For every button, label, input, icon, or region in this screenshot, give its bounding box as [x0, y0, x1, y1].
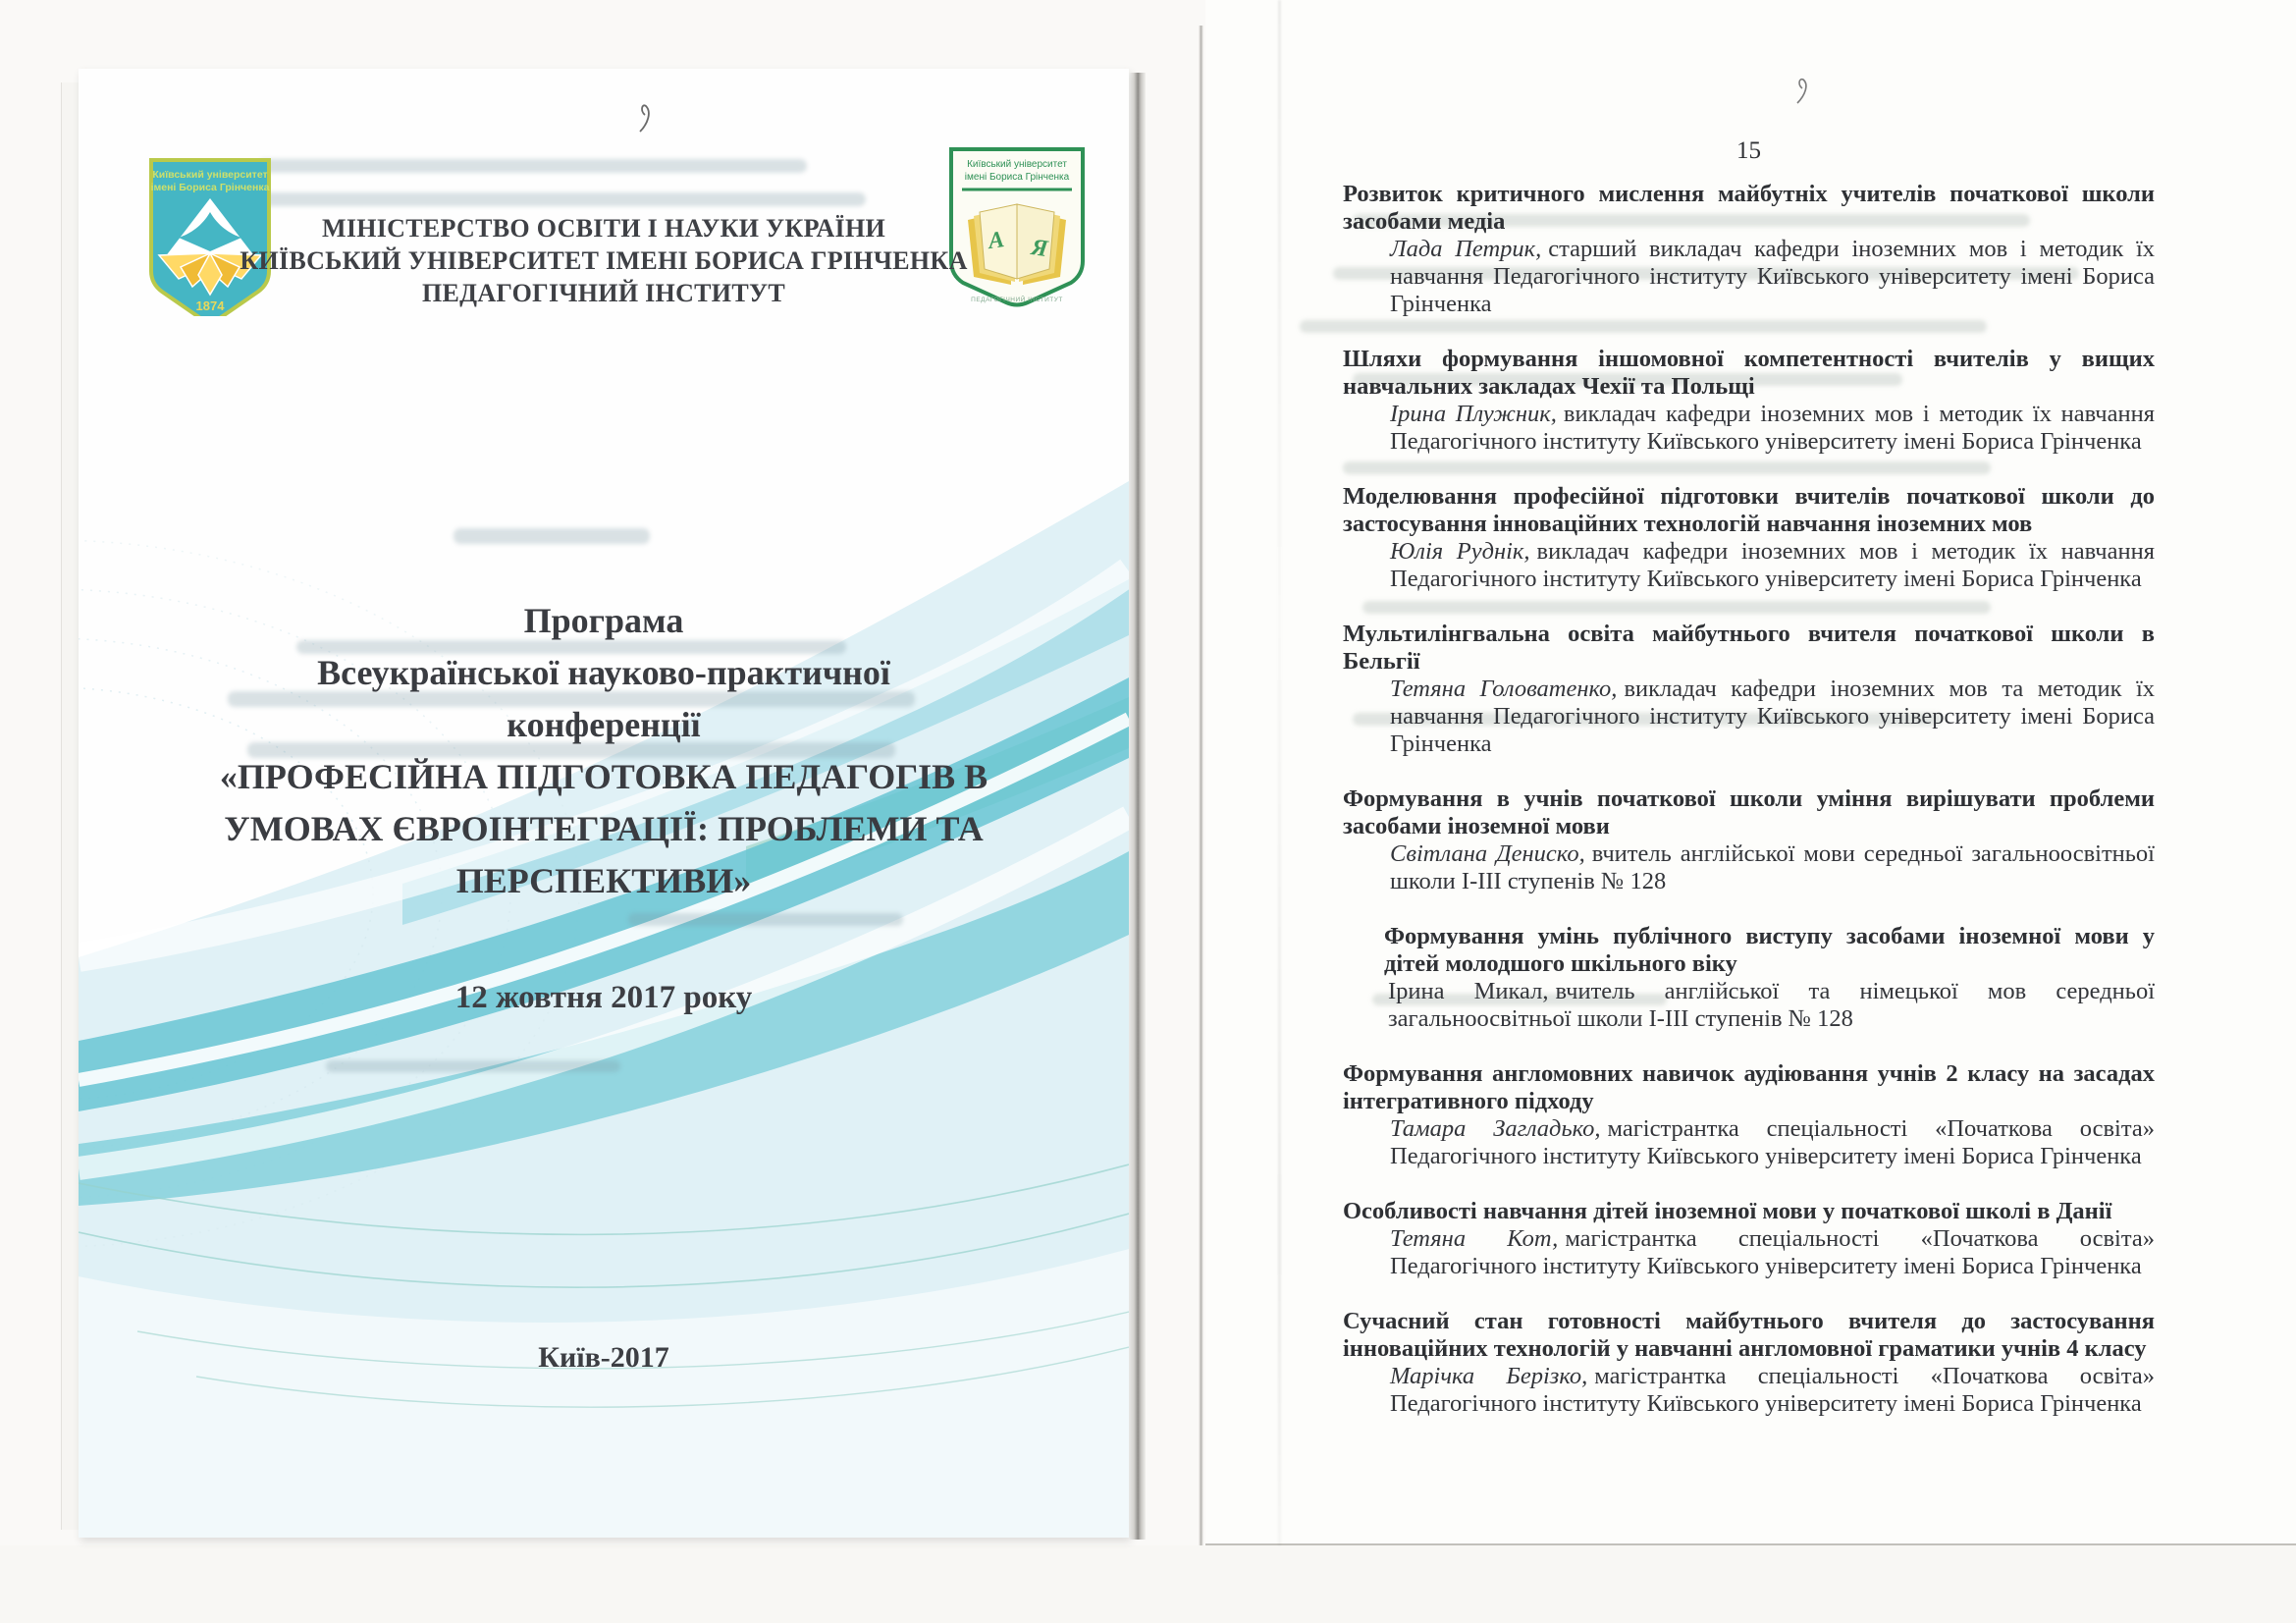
- talk-speaker: [1390, 1115, 2155, 1170]
- page-number: 15: [1736, 137, 1761, 164]
- speaker-affiliation: магістрантка спеціальності «Початкова освіта» Педагогічного інституту Київського університету імені Бориса Грінченка: [1390, 1115, 2155, 1169]
- speaker-name: Ірина Микал,: [1388, 978, 1549, 1004]
- scan-squiggle-mark: [1794, 77, 1814, 106]
- conference-date: 12 жовтня 2017 року: [454, 980, 753, 1015]
- speaker-name: Марічка Берізко,: [1390, 1363, 1588, 1389]
- title-line-theme-2: УМОВАХ ЄВРОІНТЕГРАЦІЇ: ПРОБЛЕМИ ТА: [224, 809, 984, 848]
- talk-title: Формування англомовних навичок аудіювання учнів 2 класу на засадах інтегративного підходу: [1343, 1060, 2155, 1114]
- title-line-conference: конференції: [507, 705, 701, 744]
- speaker-name: Ірина Плужник,: [1390, 401, 1557, 427]
- talk-title: Мультилінгвальна освіта майбутнього вчителя початкової школи в Бельгії: [1343, 621, 2155, 675]
- program-entry: [1343, 1198, 2155, 1280]
- speaker-affiliation: магістрантка спеціальності «Початкова освіта» Педагогічного інституту Київського університету імені Бориса Грінченка: [1390, 1225, 2155, 1279]
- cover-page: [79, 69, 1129, 1538]
- scan-squiggle-mark: [636, 102, 658, 135]
- speaker-affiliation: викладач кафедри іноземних мов і методик їх навчання Педагогічного інституту Київського університету імені Бориса Грінченка: [1390, 538, 2155, 592]
- program-entry: [1343, 483, 2155, 593]
- university-line: КИЇВСЬКИЙ УНІВЕРСИТЕТ ІМЕНІ БОРИСА ГРІНЧЕНКА: [240, 246, 968, 275]
- talk-title: Формування умінь публічного виступу засобами іноземної мови у дітей молодшого шкільного віку: [1384, 923, 2155, 977]
- institute-logo-name-line1: Київський університет: [967, 159, 1067, 170]
- speaker-name: Лада Петрик,: [1390, 236, 1542, 262]
- talk-title: Шляхи формування іншомовної компетентності вчителів у вищих навчальних закладах Чехії та Польщі: [1343, 346, 2155, 400]
- talk-speaker: [1388, 978, 2155, 1033]
- title-line-theme-3: ПЕРСПЕКТИВИ»: [455, 861, 752, 900]
- scanner-bed-bottom: [0, 1545, 2296, 1623]
- university-logo-year: 1874: [195, 298, 225, 313]
- ministry-line: МІНІСТЕРСТВО ОСВІТИ І НАУКИ УКРАЇНИ: [321, 214, 885, 243]
- talk-speaker: [1390, 538, 2155, 593]
- program-entry: [1343, 346, 2155, 456]
- program-entry: [1343, 785, 2155, 895]
- title-line-theme-1: «ПРОФЕСІЙНА ПІДГОТОВКА ПЕДАГОГІВ В: [219, 757, 988, 796]
- speaker-affiliation: викладач кафедри іноземних мов і методик їх навчання Педагогічного інституту Київського університету імені Бориса Грінченка: [1390, 401, 2155, 455]
- speaker-affiliation: вчитель англійської та німецької мов середньої загальноосвітньої школи І-ІІІ ступенів № 128: [1388, 978, 2156, 1032]
- cover-page-stack-edge: [1129, 73, 1146, 1540]
- speaker-affiliation: старший викладач кафедри іноземних мов і методик їх навчання Педагогічного інституту Київського університету імені Бориса Грінченка: [1390, 236, 2155, 317]
- talk-title: Сучасний стан готовності майбутнього вчителя до застосування інноваційних технологій у навчанні англомовної граматики учнів 4 класу: [1343, 1308, 2155, 1362]
- title-line-conference-type: Всеукраїнської науково-практичної: [317, 653, 890, 692]
- title-line-programa: Програма: [523, 601, 684, 640]
- program-entry: [1343, 621, 2155, 758]
- program-entry: [1343, 1060, 2155, 1170]
- talk-title: Моделювання професійної підготовки вчителів початкової школи до застосування інноваційних технологій навчання іноземних мов: [1343, 483, 2155, 537]
- talk-speaker: [1390, 236, 2155, 318]
- speaker-affiliation: викладач кафедри іноземних мов та методик їх навчання Педагогічного інституту Київського університету імені Бориса Грінченка: [1390, 676, 2156, 757]
- talk-speaker: [1390, 676, 2155, 758]
- speaker-affiliation: магістрантка спеціальності «Початкова освіта» Педагогічного інституту Київського університету імені Бориса Грінченка: [1390, 1363, 2155, 1417]
- university-logo-name-line1: Київський університет: [152, 169, 268, 181]
- book-letter-ya: Я: [1029, 235, 1049, 263]
- conference-title: [79, 595, 1129, 907]
- institute-logo-caption: ПЕДАГОГІЧНИЙ ІНСТИТУТ: [971, 297, 1063, 303]
- program-entry: [1343, 1308, 2155, 1418]
- talk-speaker: [1390, 1225, 2155, 1280]
- page-fold-line: [1199, 26, 1203, 1545]
- program-page: [1205, 0, 2296, 1545]
- program-entry: [1343, 181, 2155, 318]
- book-letter-a: А: [987, 227, 1006, 255]
- talk-title: Особливості навчання дітей іноземної мови у початкової школі в Данії: [1343, 1198, 2112, 1224]
- university-logo-name-line2: імені Бориса Грінченка: [150, 182, 270, 193]
- institute-line: ПЕДАГОГІЧНИЙ ІНСТИТУТ: [421, 279, 785, 307]
- talk-title: Формування в учнів початкової школи уміння вирішувати проблеми засобами іноземної мови: [1343, 785, 2155, 839]
- imprint-city-year: Київ-2017: [538, 1341, 669, 1374]
- program-entry-indented: [1384, 923, 2155, 1033]
- ministry-header: [79, 212, 1129, 309]
- page-crease: [1278, 0, 1281, 1545]
- speaker-name: Тетяна Головатенко,: [1390, 676, 1618, 702]
- talk-speaker: [1390, 401, 2155, 456]
- speaker-affiliation: вчитель англійської мови середньої загальноосвітньої школи І-ІІІ ступенів № 128: [1390, 840, 2155, 894]
- speaker-name: Тетяна Кот,: [1390, 1225, 1559, 1252]
- talk-speaker: [1390, 840, 2155, 895]
- speaker-name: Тамара Загладько,: [1390, 1115, 1601, 1142]
- talk-speaker: [1390, 1363, 2155, 1418]
- institute-logo-name-line2: імені Бориса Грінченка: [964, 172, 1070, 183]
- talk-title: Розвиток критичного мислення майбутніх учителів початкової школи засобами медіа: [1343, 181, 2155, 235]
- speaker-name: Юлія Руднік,: [1390, 538, 1530, 565]
- speaker-name: Світлана Дениско,: [1390, 840, 1585, 867]
